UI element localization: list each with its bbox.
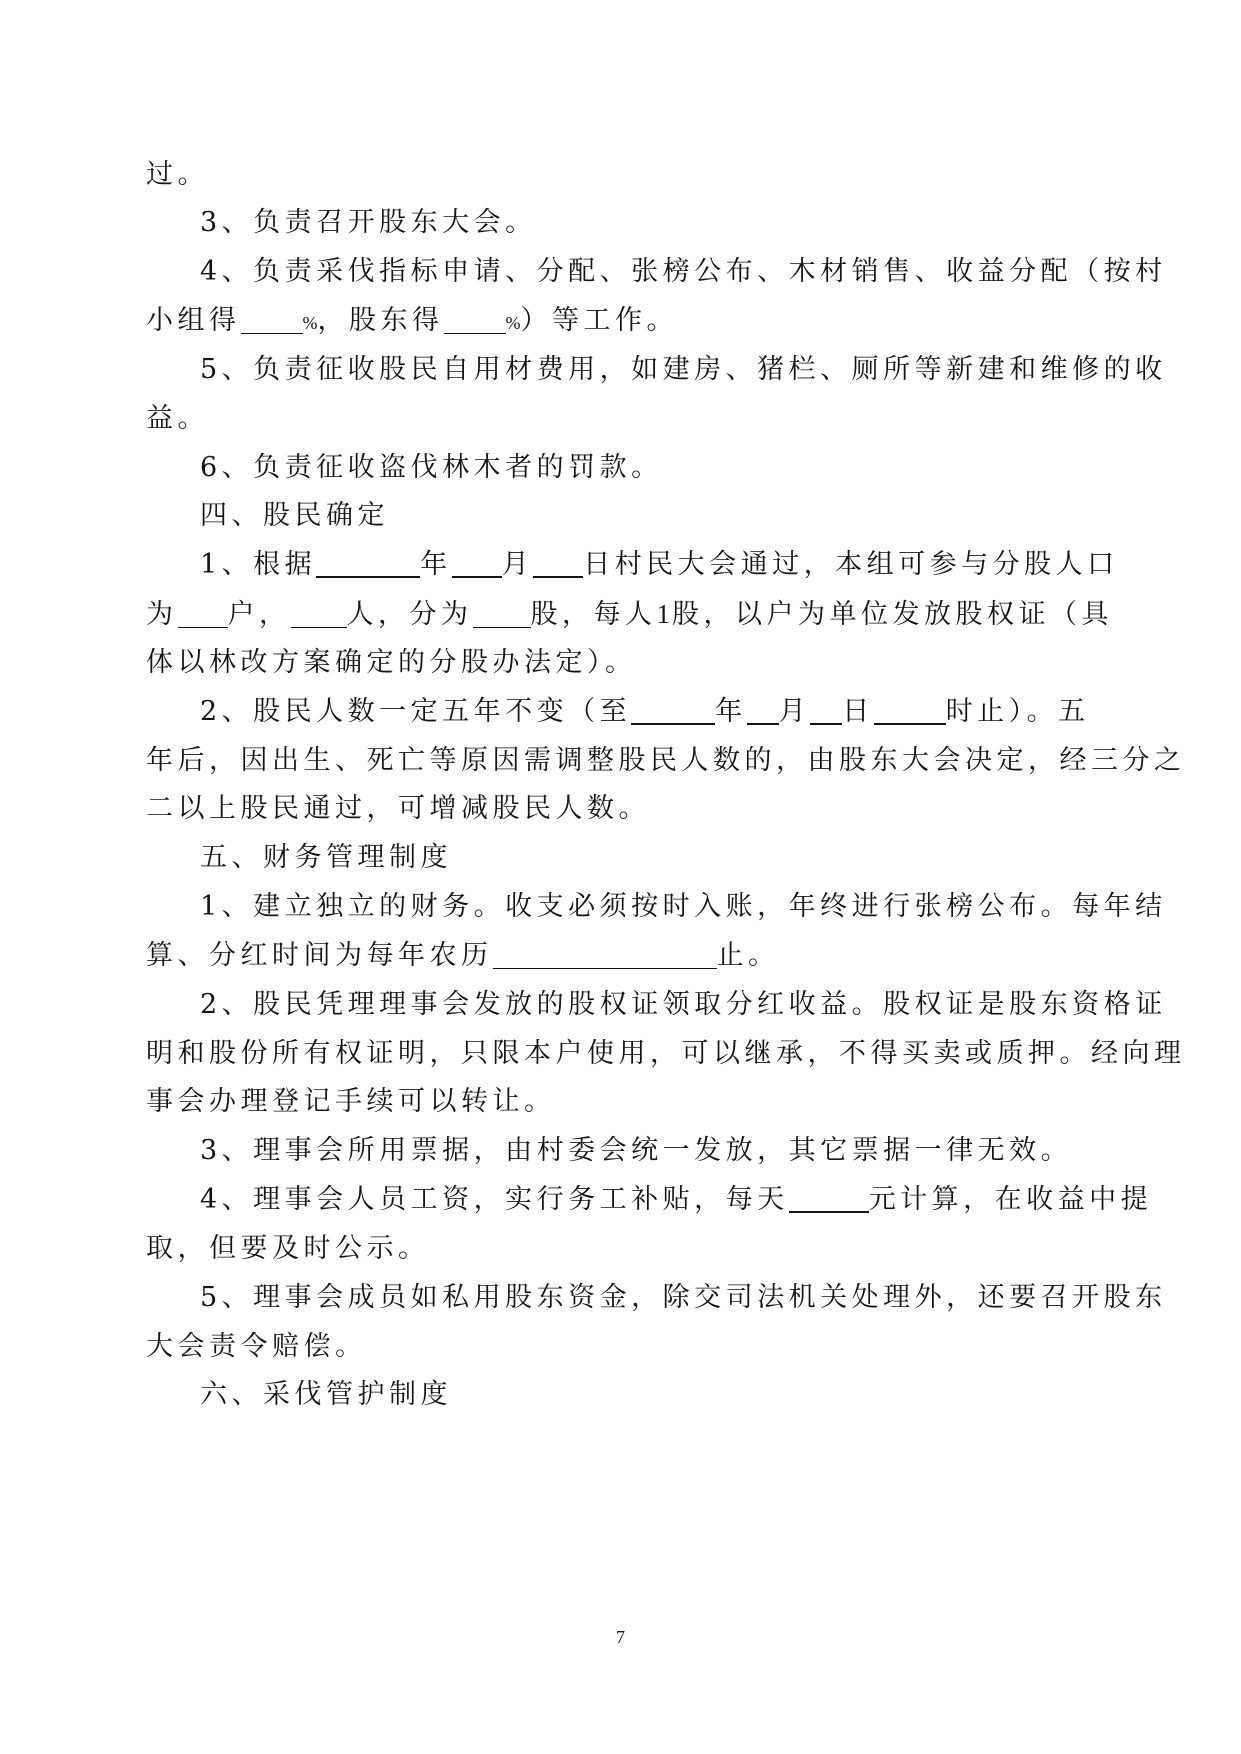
text-line bbox=[200, 548, 1119, 582]
text-segment: 1、根据 bbox=[200, 549, 317, 580]
text-segment: 4、理事会人员工资，实行务工补贴，每天 bbox=[200, 1184, 789, 1215]
fill-in-blank[interactable] bbox=[241, 328, 303, 329]
text-line bbox=[146, 304, 1096, 338]
text-line: 益。 bbox=[146, 403, 209, 434]
text-line: 2、股民凭理理事会发放的股权证领取分红收益。股权证是股东资格证 bbox=[200, 989, 1167, 1020]
text-line bbox=[146, 597, 1113, 631]
text-line: 明和股份所有权证明，只限本户使用，可以继承，不得买卖或质押。经向理 bbox=[146, 1038, 1186, 1069]
section-heading: 五、财务管理制度 bbox=[200, 842, 452, 873]
text-line: 事会办理登记手续可以转让。 bbox=[146, 1086, 556, 1117]
text-segment: 1 bbox=[656, 599, 672, 629]
fill-in-blank[interactable] bbox=[291, 622, 347, 623]
text-segment: 算、分红时间为每年农历 bbox=[146, 940, 493, 971]
text-segment: 2、股民人数一定五年不变（至 bbox=[200, 696, 632, 727]
text-segment: 日村民大会通过，本组可参与分股人口 bbox=[583, 549, 1119, 580]
fill-in-blank[interactable] bbox=[533, 572, 583, 573]
fill-in-blank[interactable] bbox=[747, 719, 779, 720]
text-line: 3、理事会所用票据，由村委会统一发放，其它票据一律无效。 bbox=[200, 1135, 1073, 1166]
percent-sign: % bbox=[505, 313, 521, 333]
text-line: 5、负责征收股民自用材费用，如建房、猪栏、厕所等新建和维修的收 bbox=[200, 354, 1167, 385]
text-segment: 股，以户为单位发放股权证（具 bbox=[672, 599, 1113, 630]
fill-in-blank[interactable] bbox=[452, 572, 502, 573]
text-segment: 人，分为 bbox=[346, 599, 473, 630]
text-segment: 小组得 bbox=[146, 305, 241, 336]
text-line: 取，但要及时公示。 bbox=[146, 1233, 430, 1264]
fill-in-blank[interactable] bbox=[631, 719, 715, 720]
text-line bbox=[200, 695, 1096, 729]
text-line: 3、负责召开股东大会。 bbox=[200, 207, 537, 238]
text-line: 1、建立独立的财务。收支必须按时入账，年终进行张榜公布。每年结 bbox=[200, 891, 1167, 922]
fill-in-blank[interactable] bbox=[874, 719, 946, 720]
section-heading: 六、采伐管护制度 bbox=[200, 1379, 452, 1410]
text-line bbox=[200, 1183, 1153, 1217]
text-line bbox=[146, 939, 1096, 973]
fill-in-blank[interactable] bbox=[789, 1207, 869, 1208]
text-segment: ）等工作。 bbox=[520, 305, 678, 336]
text-segment: 止。 bbox=[716, 940, 780, 971]
text-segment: 股，每人 bbox=[530, 599, 657, 630]
section-heading: 四、股民确定 bbox=[200, 500, 389, 531]
fill-in-blank[interactable] bbox=[493, 963, 717, 964]
text-line: 二以上股民通过，可增减股民人数。 bbox=[146, 793, 650, 824]
text-segment: 户， bbox=[227, 599, 291, 630]
text-line: 体以林改方案确定的分股办法定）。 bbox=[146, 647, 637, 678]
fill-in-blank[interactable] bbox=[473, 622, 531, 623]
fill-in-blank[interactable] bbox=[316, 572, 420, 573]
fill-in-blank[interactable] bbox=[810, 719, 842, 720]
text-line: 年后，因出生、死亡等原因需调整股民人数的，由股东大会决定，经三分之 bbox=[146, 745, 1186, 776]
fill-in-blank[interactable] bbox=[178, 622, 228, 623]
text-segment: 年 bbox=[715, 696, 747, 727]
text-segment: 日 bbox=[842, 696, 874, 727]
text-segment: 时止）。五 bbox=[945, 696, 1090, 727]
text-segment: 年 bbox=[420, 549, 452, 580]
text-segment: 为 bbox=[146, 599, 178, 630]
text-segment: ，股东得 bbox=[317, 305, 444, 336]
text-line: 4、负责采伐指标申请、分配、张榜公布、木材销售、收益分配（按村 bbox=[200, 256, 1167, 287]
text-line: 过。 bbox=[146, 159, 209, 190]
text-line: 大会责令赔偿。 bbox=[146, 1331, 367, 1362]
percent-sign: % bbox=[302, 313, 318, 333]
text-segment: 月 bbox=[778, 696, 811, 727]
text-segment: 月 bbox=[501, 549, 534, 580]
text-segment: 元计算，在收益中提 bbox=[868, 1184, 1153, 1215]
text-line: 5、理事会成员如私用股东资金，除交司法机关处理外，还要召开股东 bbox=[200, 1282, 1167, 1313]
page-number: 7 bbox=[616, 1627, 625, 1647]
fill-in-blank[interactable] bbox=[444, 328, 506, 329]
text-line: 6、负责征收盗伐林木者的罚款。 bbox=[200, 452, 663, 483]
